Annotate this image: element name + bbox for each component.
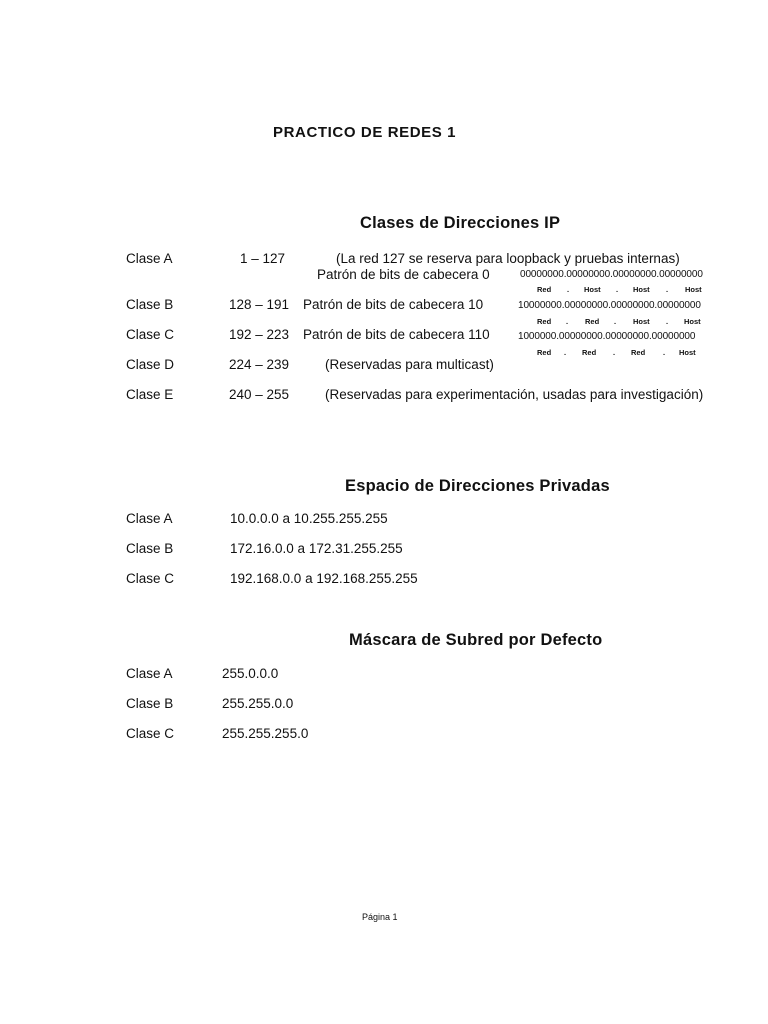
class-d-label: Clase D	[126, 357, 175, 372]
segment-dot: .	[566, 317, 569, 326]
segment-dot: .	[663, 348, 666, 357]
mask-class-b-value: 255.255.0.0	[222, 696, 294, 711]
class-a-range: 1 – 127	[240, 251, 286, 266]
classes-section-title: Clases de Direcciones IP	[360, 214, 561, 232]
class-b-bits: 10000000.00000000.00000000.00000000	[518, 300, 701, 311]
mask-class-a-label: Clase A	[126, 666, 173, 681]
class-c-segments	[518, 348, 718, 358]
mask-class-b-label: Clase B	[126, 696, 174, 711]
segment-dot: .	[666, 285, 669, 294]
class-e-note: (Reservadas para experimentación, usadas para investigación)	[325, 387, 704, 402]
private-class-b-label: Clase B	[126, 541, 174, 556]
class-c-range: 192 – 223	[229, 327, 290, 342]
segment-label: Host	[633, 317, 650, 326]
mask-section-title: Máscara de Subred por Defecto	[349, 631, 603, 649]
private-class-a-label: Clase A	[126, 511, 173, 526]
segment-dot: .	[613, 348, 616, 357]
class-b-range: 128 – 191	[229, 297, 290, 312]
segment-label: Host	[685, 285, 702, 294]
segment-label: Red	[631, 348, 646, 357]
segment-label: Red	[585, 317, 600, 326]
segment-dot: .	[614, 317, 617, 326]
segment-label: Host	[684, 317, 701, 326]
segment-label: Host	[584, 285, 601, 294]
class-a-segments	[520, 285, 720, 295]
segment-label: Red	[537, 348, 552, 357]
private-class-c-range: 192.168.0.0 a 192.168.255.255	[230, 571, 418, 586]
class-a-pattern: Patrón de bits de cabecera 0	[317, 267, 490, 282]
segment-dot: .	[666, 317, 669, 326]
page-number: Página 1	[362, 912, 398, 922]
segment-label: Host	[679, 348, 696, 357]
private-class-a-range: 10.0.0.0 a 10.255.255.255	[230, 511, 388, 526]
class-c-label: Clase C	[126, 327, 175, 342]
class-e-label: Clase E	[126, 387, 174, 402]
class-a-label: Clase A	[126, 251, 173, 266]
segment-label: Red	[537, 317, 552, 326]
private-section-title: Espacio de Direcciones Privadas	[345, 477, 610, 495]
class-a-bits: 00000000.00000000.00000000.00000000	[520, 269, 703, 280]
document-title: PRACTICO DE REDES 1	[273, 124, 457, 141]
mask-class-a-value: 255.0.0.0	[222, 666, 279, 681]
segment-label: Host	[633, 285, 650, 294]
class-b-segments	[518, 317, 718, 327]
class-c-bits: 1000000.00000000.00000000.00000000	[518, 331, 696, 342]
private-class-b-range: 172.16.0.0 a 172.31.255.255	[230, 541, 403, 556]
class-d-range: 224 – 239	[229, 357, 290, 372]
mask-class-c-label: Clase C	[126, 726, 175, 741]
segment-dot: .	[564, 348, 567, 357]
class-a-note: (La red 127 se reserva para loopback y pruebas internas)	[336, 251, 680, 266]
segment-label: Red	[537, 285, 552, 294]
segment-label: Red	[582, 348, 597, 357]
class-d-note: (Reservadas para multicast)	[325, 357, 494, 372]
mask-class-c-value: 255.255.255.0	[222, 726, 309, 741]
class-c-pattern: Patrón de bits de cabecera 110	[303, 327, 490, 342]
segment-dot: .	[616, 285, 619, 294]
class-e-range: 240 – 255	[229, 387, 290, 402]
class-b-pattern: Patrón de bits de cabecera 10	[303, 297, 484, 312]
private-class-c-label: Clase C	[126, 571, 175, 586]
segment-dot: .	[567, 285, 570, 294]
class-b-label: Clase B	[126, 297, 174, 312]
